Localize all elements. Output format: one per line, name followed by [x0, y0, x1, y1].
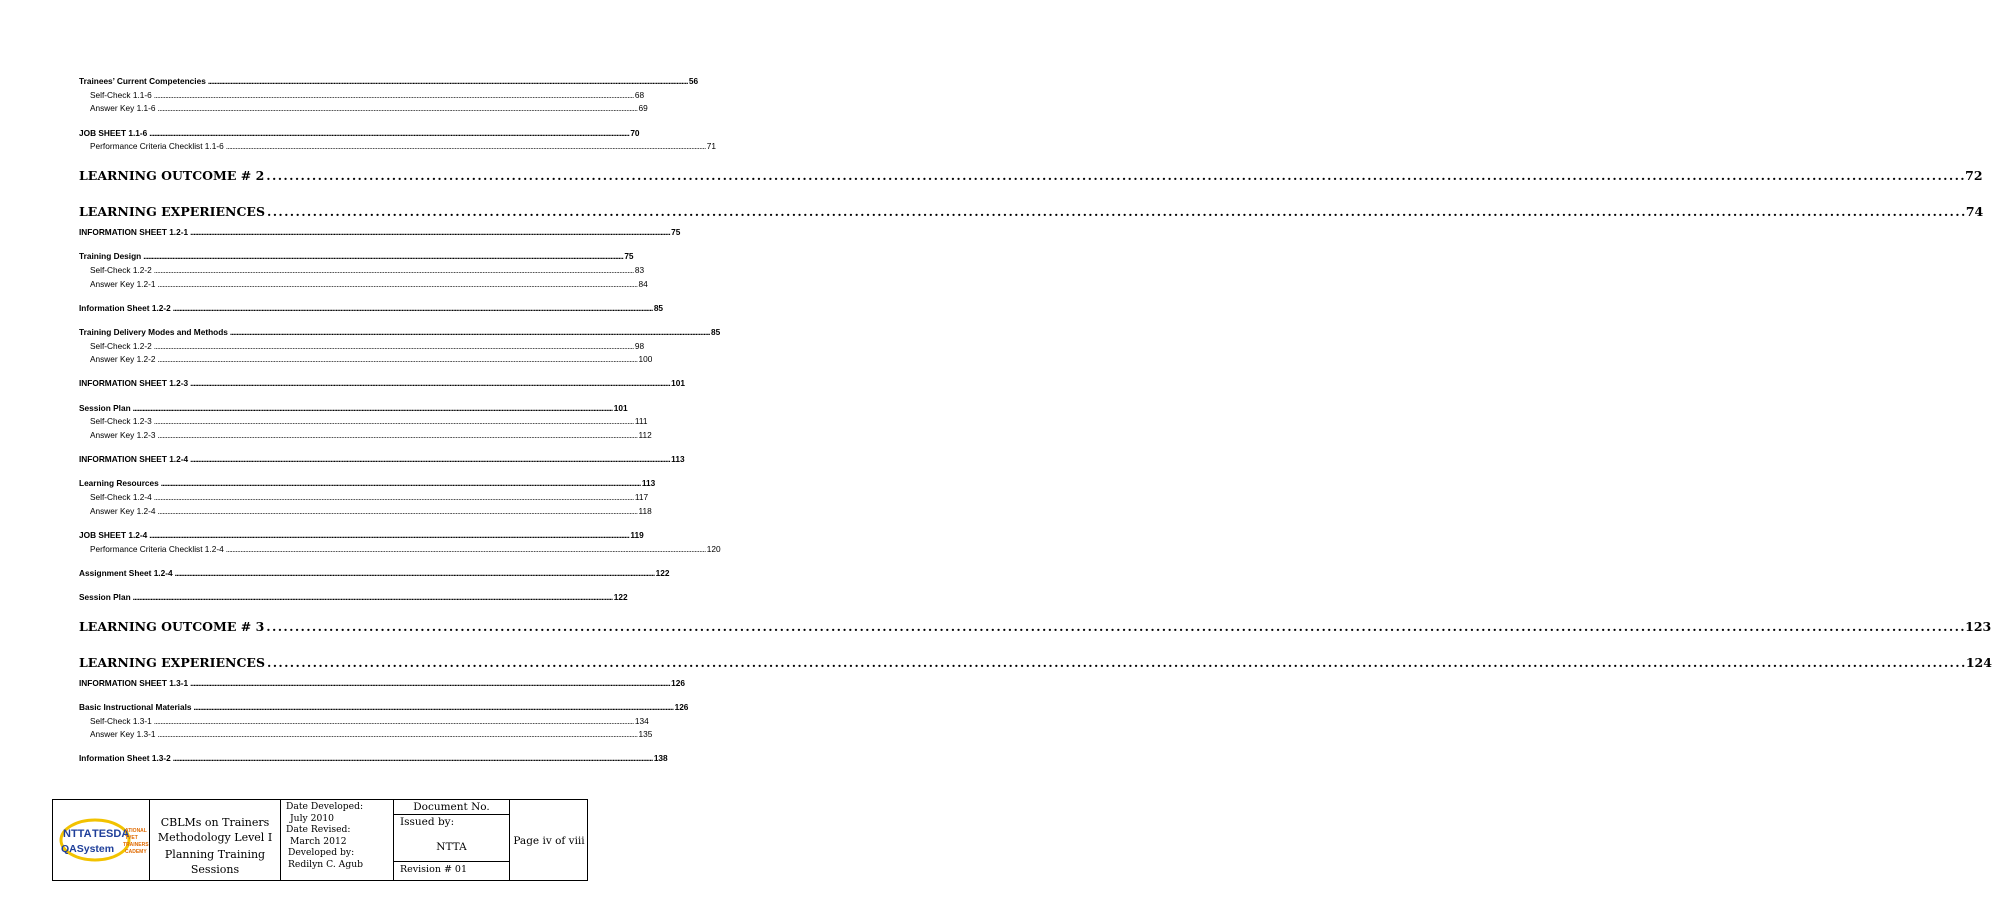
toc-entry[interactable]: [79, 701, 689, 716]
toc-dot-leader: [208, 76, 687, 86]
toc-spacer: [79, 642, 561, 655]
toc-entry[interactable]: [79, 278, 648, 293]
toc-entry-page: 124: [1965, 654, 1992, 670]
date-developed-label: Date Developed:: [286, 801, 364, 812]
document-footer-table: [52, 799, 588, 881]
toc-entry-title: Basic Instructional Materials: [79, 701, 192, 712]
toc-dot-leader: [154, 492, 633, 502]
date-revised-value: March 2012: [290, 835, 347, 847]
toc-entry-title: Assignment Sheet 1.2-4: [79, 567, 173, 578]
toc-spacer: [79, 316, 561, 327]
toc-entry[interactable]: [79, 76, 699, 90]
toc-dot-leader: [173, 753, 652, 763]
toc-entry-page: 134: [634, 715, 649, 726]
toc-entry[interactable]: [79, 127, 640, 142]
toc-dot-leader: [230, 327, 709, 337]
logo-academy: CADEMY: [125, 849, 147, 855]
toc-entry-page: 117: [634, 492, 649, 503]
toc-dot-leader: [175, 568, 654, 578]
toc-entry[interactable]: [79, 567, 670, 582]
toc-entry-title: JOB SHEET 1.1-6: [79, 127, 148, 138]
toc-dot-leader: [226, 141, 705, 151]
toc-entry-title: LEARNING EXPERIENCES: [79, 654, 265, 670]
toc-entry[interactable]: [79, 492, 649, 506]
toc-dot-leader: [149, 128, 628, 138]
revision-number: Revision # 01: [400, 864, 468, 875]
toc-entry-page: 113: [671, 454, 685, 465]
toc-entry-page: 72: [1965, 167, 1983, 183]
toc-entry-title: Self-Check 1.1-6: [90, 89, 152, 100]
date-revised-label: Date Revised:: [286, 824, 351, 835]
toc-entry[interactable]: [79, 354, 653, 368]
toc-dot-leader: [161, 478, 640, 488]
toc-spacer: [79, 155, 561, 168]
toc-entry-title: Session Plan: [79, 402, 131, 413]
toc-entry[interactable]: [79, 543, 721, 558]
toc-dot-leader: [266, 168, 1963, 183]
toc-dot-leader: [154, 716, 633, 726]
toc-entry-title: Learning Resources: [79, 478, 159, 489]
toc-entry-page: 101: [671, 378, 686, 389]
toc-entry[interactable]: [79, 141, 717, 155]
toc-entry-title: Training Delivery Modes and Methods: [79, 326, 228, 337]
toc-dot-leader: [154, 90, 633, 100]
toc-entry-title: Self-Check 1.2-4: [90, 492, 152, 503]
toc-spacer: [79, 519, 561, 530]
toc-entry-title: Performance Criteria Checklist 1.1-6: [90, 141, 224, 152]
toc-spacer: [79, 241, 561, 252]
toc-entry[interactable]: [79, 103, 648, 117]
toc-entry[interactable]: [79, 592, 628, 606]
toc-entry-title: Self-Check 1.3-1: [90, 715, 152, 726]
toc-spacer: [79, 292, 561, 303]
toc-entry[interactable]: [79, 505, 652, 520]
toc-dot-leader: [194, 702, 673, 712]
toc-entry-title: JOB SHEET 1.2-4: [79, 529, 148, 540]
toc-entry[interactable]: [79, 264, 645, 279]
toc-entry[interactable]: [79, 203, 1984, 227]
toc-dot-leader: [154, 416, 633, 426]
toc-entry[interactable]: [79, 378, 686, 392]
toc-entry-page: 113: [641, 478, 656, 489]
toc-entry[interactable]: [79, 529, 644, 544]
toc-spacer: [79, 191, 561, 204]
toc-spacer: [79, 444, 561, 455]
toc-entry-page: 122: [613, 592, 628, 602]
toc-entry-page: 75: [624, 251, 634, 262]
toc-entry-page: 84: [638, 278, 648, 289]
toc-entry-page: 118: [638, 505, 652, 516]
toc-entry-title: Answer Key 1.2-2: [90, 354, 156, 365]
toc-entry-page: 111: [634, 416, 648, 427]
toc-entry-page: 83: [634, 264, 645, 275]
toc-dot-leader: [157, 430, 636, 440]
toc-dot-leader: [149, 530, 628, 540]
toc-entry-page: 135: [638, 729, 653, 740]
table-of-contents: [79, 76, 1992, 767]
dates-block: [286, 801, 392, 870]
toc-entry[interactable]: [79, 430, 652, 444]
toc-entry-title: Training Design: [79, 251, 142, 262]
toc-spacer: [79, 582, 561, 593]
toc-dot-leader: [157, 103, 636, 113]
toc-entry-title: Answer Key 1.2-1: [90, 278, 156, 289]
toc-dot-leader: [190, 454, 669, 464]
toc-dot-leader: [173, 303, 652, 313]
toc-entry-page: 75: [671, 226, 681, 237]
toc-entry-page: 123: [1965, 618, 1992, 634]
toc-entry-page: 112: [638, 430, 652, 440]
toc-entry-title: INFORMATION SHEET 1.2-3: [79, 378, 189, 389]
developed-by-label: Developed by:: [288, 847, 355, 858]
toc-entry-title: Performance Criteria Checklist 1.2-4: [90, 543, 224, 554]
toc-entry-title: Information Sheet 1.3-2: [79, 753, 171, 764]
toc-entry[interactable]: [79, 302, 664, 317]
toc-entry[interactable]: [79, 251, 634, 265]
toc-entry-page: 71: [706, 141, 717, 152]
toc-entry-title: Information Sheet 1.2-2: [79, 302, 171, 313]
toc-entry[interactable]: [79, 478, 656, 492]
toc-dot-leader: [190, 378, 669, 388]
toc-entry-title: Trainees’ Current Competencies: [79, 76, 206, 86]
toc-dot-leader: [133, 592, 612, 602]
toc-spacer: [79, 691, 561, 702]
toc-entry[interactable]: [79, 618, 1992, 642]
toc-entry-page: 56: [688, 76, 699, 86]
toc-dot-leader: [157, 279, 636, 289]
toc-entry-title: Answer Key 1.3-1: [90, 729, 156, 740]
toc-dot-leader: [157, 354, 636, 364]
toc-entry[interactable]: [79, 89, 645, 104]
toc-entry[interactable]: [79, 454, 685, 468]
date-developed-value: July 2010: [290, 812, 335, 824]
course-title: [150, 815, 280, 845]
logo-ational: ATIONAL: [125, 828, 147, 834]
toc-entry-title: INFORMATION SHEET 1.2-1: [79, 226, 189, 237]
toc-dot-leader: [133, 403, 612, 413]
toc-entry-page: 74: [1965, 203, 1984, 219]
developed-by-value: Redilyn C. Agub: [288, 858, 363, 870]
toc-entry-title: Self-Check 1.2-2: [90, 340, 152, 351]
toc-entry-title: Answer Key 1.2-3: [90, 430, 156, 440]
logo-trainers: TRAINERS: [123, 842, 149, 848]
toc-entry[interactable]: [79, 654, 1992, 678]
page-number: Page iv of viii: [513, 835, 585, 847]
logo-qasystem: QASystem: [61, 843, 115, 855]
toc-entry[interactable]: [79, 402, 628, 417]
toc-entry-title: Answer Key 1.2-4: [90, 505, 156, 516]
toc-entry-title: INFORMATION SHEET 1.2-4: [79, 454, 189, 465]
toc-entry-title: LEARNING EXPERIENCES: [79, 203, 265, 219]
toc-entry-title: INFORMATION SHEET 1.3-1: [79, 677, 189, 688]
toc-entry[interactable]: [79, 326, 721, 341]
toc-dot-leader: [226, 544, 705, 554]
course-line-1: CBLMs on Trainers: [160, 816, 270, 829]
module-line-1: Planning Training: [164, 848, 266, 861]
toc-entry-page: 122: [655, 567, 670, 578]
toc-entry[interactable]: [79, 340, 645, 355]
toc-spacer: [79, 468, 561, 479]
toc-spacer: [79, 557, 561, 568]
toc-spacer: [79, 392, 561, 403]
toc-dot-leader: [267, 655, 1964, 670]
course-line-2: Methodology Level I: [157, 831, 273, 844]
logo-ntta: NTTA: [63, 828, 92, 840]
toc-dot-leader: [190, 227, 669, 237]
toc-entry-page: 85: [653, 302, 664, 313]
module-title: [150, 847, 280, 877]
toc-spacer: [79, 606, 561, 619]
issued-by-value: NTTA: [436, 841, 467, 853]
toc-dot-leader: [266, 619, 1963, 634]
toc-dot-leader: [143, 251, 622, 261]
logo-tesda: TESDA: [92, 828, 130, 840]
toc-entry[interactable]: [79, 226, 681, 241]
toc-dot-leader: [157, 729, 636, 739]
toc-dot-leader: [190, 678, 669, 688]
module-line-2: Sessions: [190, 863, 240, 876]
toc-entry[interactable]: [79, 729, 653, 743]
toc-spacer: [79, 368, 561, 379]
ntta-tesda-logo: [57, 810, 149, 872]
toc-entry-title: LEARNING OUTCOME # 2: [79, 167, 265, 183]
toc-entry-page: 101: [613, 402, 628, 413]
issued-by-label: Issued by:: [400, 816, 455, 828]
toc-entry-page: 138: [653, 753, 668, 764]
toc-dot-leader: [157, 506, 636, 516]
document-no-label: Document No.: [413, 801, 490, 813]
toc-entry-page: 100: [638, 354, 653, 365]
toc-entry-title: Session Plan: [79, 592, 131, 602]
logo-tvet: TVET: [125, 835, 138, 841]
toc-spacer: [79, 743, 561, 754]
toc-entry-page: 98: [634, 340, 645, 351]
toc-entry-page: 119: [630, 529, 644, 540]
toc-entry-title: LEARNING OUTCOME # 3: [79, 618, 265, 634]
toc-entry-page: 68: [634, 89, 645, 100]
toc-dot-leader: [267, 204, 1964, 219]
toc-entry-page: 126: [671, 677, 686, 688]
toc-entry-title: Answer Key 1.1-6: [90, 103, 156, 114]
toc-spacer: [79, 117, 561, 128]
toc-entry[interactable]: [79, 753, 668, 767]
toc-entry-title: Self-Check 1.2-3: [90, 416, 152, 427]
toc-entry-page: 120: [706, 543, 721, 554]
toc-entry-page: 85: [710, 326, 721, 337]
toc-entry-page: 69: [638, 103, 648, 114]
toc-entry[interactable]: [79, 416, 648, 430]
toc-entry[interactable]: [79, 715, 649, 730]
toc-dot-leader: [154, 341, 633, 351]
toc-entry[interactable]: [79, 167, 1983, 191]
toc-dot-leader: [154, 265, 633, 275]
toc-entry-title: Self-Check 1.2-2: [90, 264, 152, 275]
toc-entry-page: 126: [674, 701, 689, 712]
toc-entry[interactable]: [79, 677, 686, 692]
toc-entry-page: 70: [630, 127, 640, 138]
